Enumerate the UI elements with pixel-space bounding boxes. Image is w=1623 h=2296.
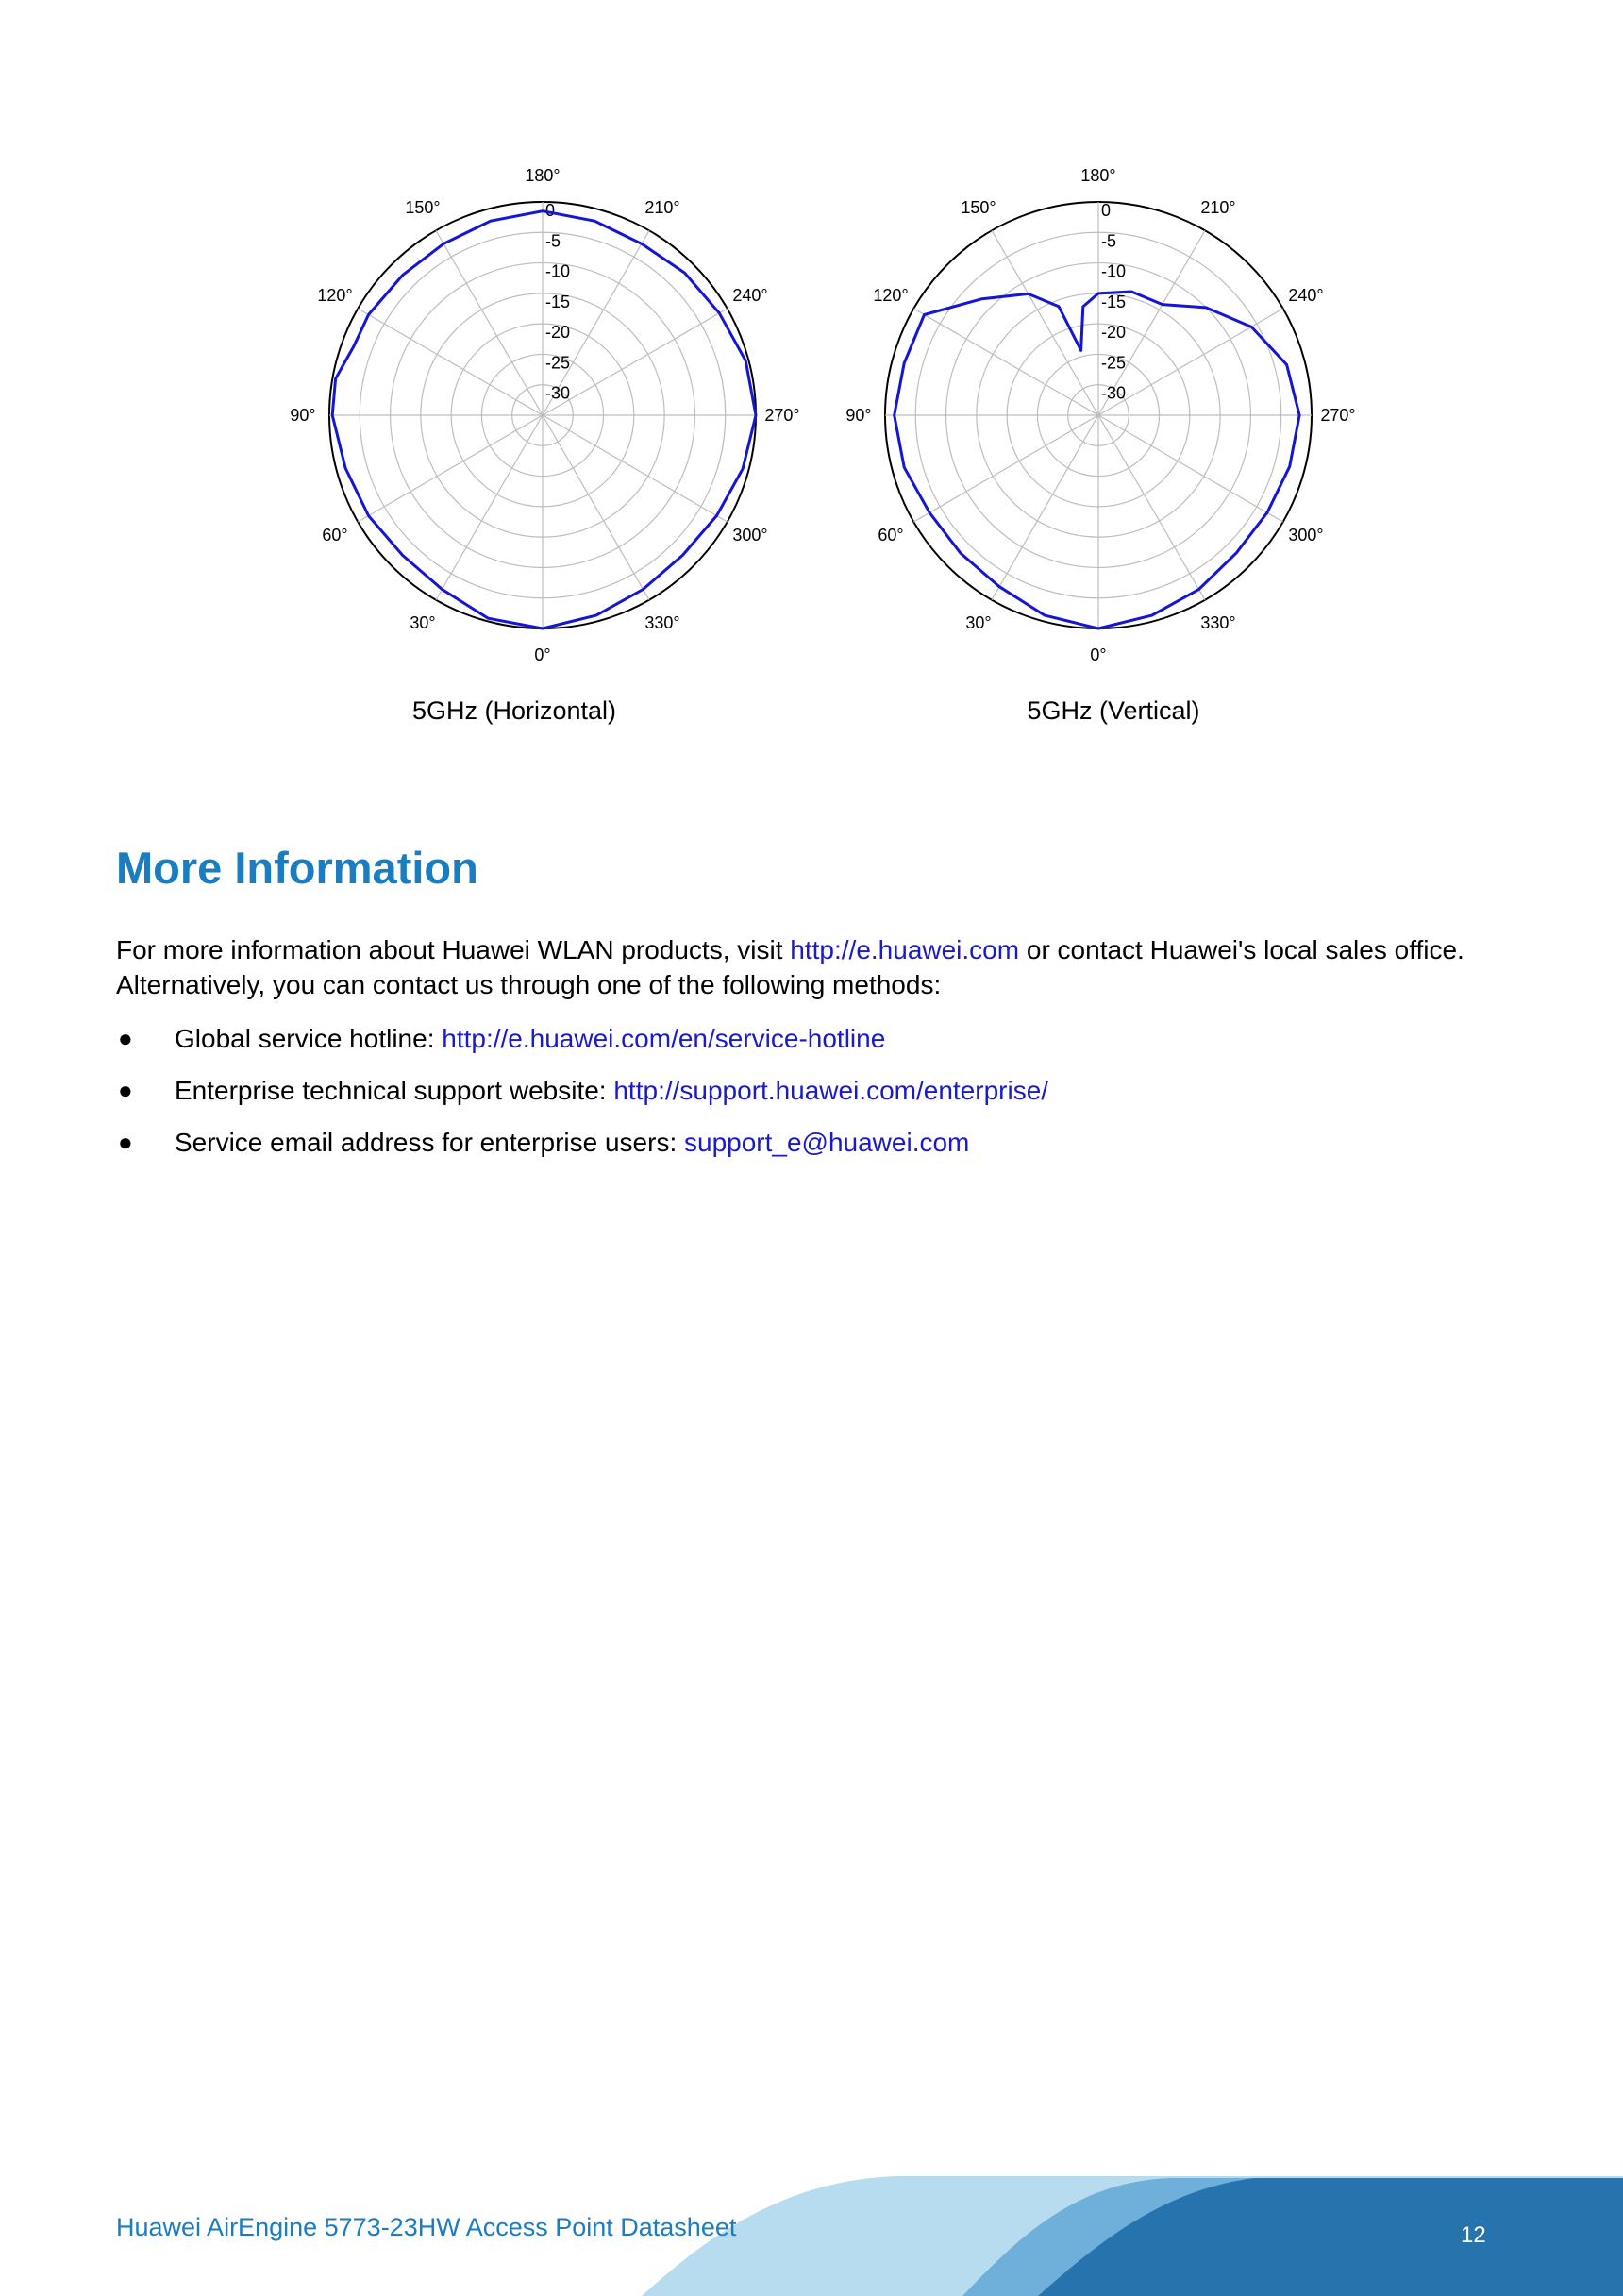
angle-tick-label: 90° (290, 406, 316, 425)
grid-spoke (1098, 309, 1283, 415)
grid-spoke (436, 230, 543, 415)
angle-tick-label: 0° (1090, 645, 1107, 664)
angle-tick-label: 120° (317, 286, 353, 305)
angle-tick-label: 210° (644, 198, 680, 218)
list-item (116, 1017, 1513, 1069)
grid-spoke (1098, 415, 1283, 522)
angle-tick-label: 210° (1200, 198, 1236, 218)
radial-tick-label: -30 (1101, 383, 1127, 403)
radial-tick-label: -5 (545, 231, 561, 251)
page-number: 12 (1461, 2222, 1486, 2248)
grid-spoke (992, 415, 1098, 600)
intro-text-before: For more information about Huawei WLAN products, visit (116, 935, 791, 964)
radial-tick-label: -25 (545, 353, 571, 373)
hotline-link[interactable]: http://e.huawei.com/en/service-hotline (442, 1024, 886, 1053)
radial-tick-label: 0 (545, 201, 556, 220)
chart-caption-horizontal: 5GHz (Horizontal) (411, 696, 617, 725)
intro-paragraph (116, 932, 1513, 1002)
angle-tick-label: 180° (1080, 166, 1116, 185)
angle-tick-label: 150° (405, 198, 441, 218)
grid-spoke (1098, 415, 1205, 600)
bullet-icon: ● (118, 1128, 133, 1156)
grid-spoke (358, 415, 543, 522)
angle-tick-label: 150° (961, 198, 996, 218)
list-item (116, 1121, 1513, 1173)
polar-chart-horizontal-svg (269, 151, 816, 679)
angle-tick-label: 60° (878, 526, 904, 545)
polar-chart-vertical (825, 151, 1372, 679)
radial-tick-label: -20 (1101, 323, 1127, 343)
radial-tick-label: -25 (1101, 353, 1127, 373)
grid-spoke (543, 309, 728, 415)
angle-tick-label: 270° (764, 406, 800, 425)
grid-spoke (913, 309, 1098, 415)
angle-tick-label: 300° (732, 526, 768, 545)
radial-tick-label: -5 (1101, 231, 1117, 251)
contact-list (116, 1017, 1513, 1173)
radial-tick-label: 0 (1101, 201, 1112, 220)
angle-tick-label: 330° (644, 612, 680, 632)
contact-label: Enterprise technical support website: (175, 1076, 614, 1105)
angle-tick-label: 240° (1288, 286, 1324, 305)
grid-spoke (543, 415, 728, 522)
polar-chart-horizontal (269, 151, 816, 679)
angle-tick-label: 240° (732, 286, 768, 305)
grid-spoke (358, 309, 543, 415)
angle-tick-label: 90° (845, 406, 872, 425)
grid-spoke (543, 415, 649, 600)
intro-link[interactable]: http://e.huawei.com (790, 935, 1020, 964)
bullet-icon: ● (118, 1076, 133, 1104)
angle-tick-label: 60° (322, 526, 348, 545)
radial-tick-label: -20 (545, 323, 571, 343)
section-title: More Information (116, 843, 478, 893)
grid-spoke (913, 415, 1098, 522)
bullet-icon: ● (118, 1024, 133, 1052)
angle-tick-label: 180° (525, 166, 561, 185)
contact-label: Service email address for enterprise users: (175, 1128, 684, 1157)
radial-tick-label: -15 (1101, 292, 1127, 311)
angle-tick-label: 270° (1320, 406, 1356, 425)
polar-chart-vertical-svg (825, 151, 1372, 679)
contact-label: Global service hotline: (175, 1024, 443, 1053)
footer-document-title: Huawei AirEngine 5773-23HW Access Point Datasheet (116, 2213, 737, 2241)
radial-tick-label: -10 (1101, 261, 1127, 281)
angle-tick-label: 30° (965, 612, 992, 632)
angle-tick-label: 330° (1200, 612, 1236, 632)
angle-tick-label: 30° (410, 612, 436, 632)
angle-tick-label: 120° (873, 286, 909, 305)
grid-spoke (436, 415, 543, 600)
support-email-link[interactable]: support_e@huawei.com (684, 1128, 970, 1157)
angle-tick-label: 0° (534, 645, 551, 664)
intro-text-after: or contact Huawei's local sales office. Alternatively, you can contact us through one of the following methods: (116, 935, 1464, 999)
radiation-pattern-line (895, 292, 1299, 628)
radial-tick-label: -10 (545, 261, 571, 281)
radial-tick-label: -30 (545, 383, 571, 403)
support-website-link[interactable]: http://support.huawei.com/enterprise/ (613, 1076, 1049, 1105)
chart-caption-vertical: 5GHz (Vertical) (1027, 696, 1200, 725)
angle-tick-label: 300° (1288, 526, 1324, 545)
radial-tick-label: -15 (545, 292, 571, 311)
list-item (116, 1069, 1513, 1121)
